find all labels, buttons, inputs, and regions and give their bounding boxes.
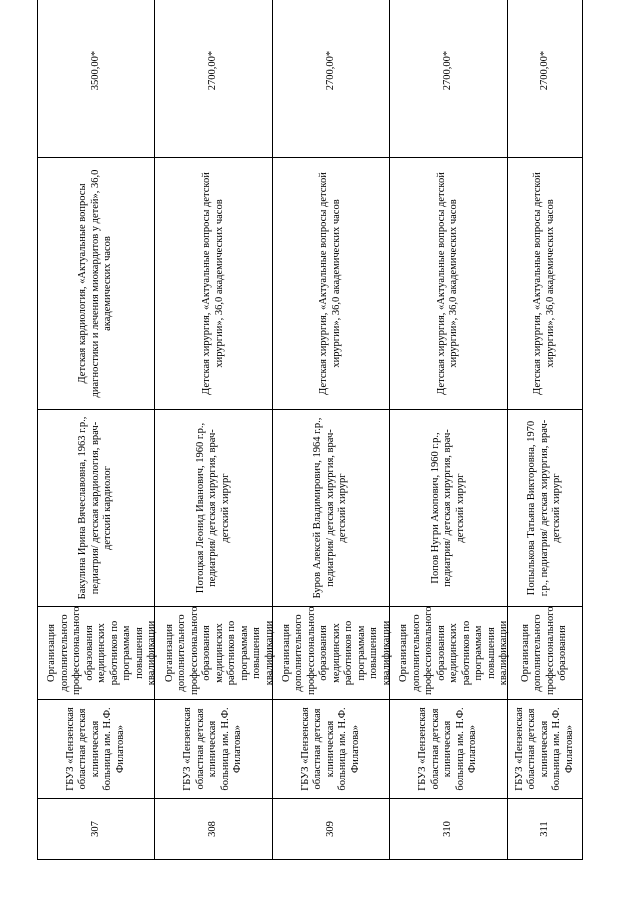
table-row [507,0,583,860]
organization-cell: ГБУЗ «Пензенская областная детская клиническая больница им. Н.Ф. Филатова» [507,700,583,799]
table-row [38,0,155,860]
program-cell [390,606,510,700]
person-cell: Попов Нугри Акопович, 1960 г.р., педиатрия/ детская хирургия, врач-детский хирург [390,410,507,607]
program-text: Организация дополнительного профессионального образования [519,606,569,695]
row-number-cell: 308 [155,799,272,860]
row-number-cell: 307 [38,799,155,860]
program-text: Организация дополнительного профессионального образования медицинских работников по программам повышения квалификации [280,606,392,695]
person-cell: Потоцкая Леонид Иванович, 1960 г.р., педиатрия/ детская хирургия, врач-детский хирург [155,410,272,607]
price-cell: 2700,00* [390,0,507,158]
program-text: Организация дополнительного профессионального образования медицинских работников по программам повышения квалификации [398,606,510,695]
table-row [390,0,507,860]
organization-cell: ГБУЗ «Пензенская областная детская клиническая больница им. Н.Ф. Филатова» [272,700,389,799]
program-cell [507,607,583,700]
price-cell: 2700,00* [507,0,583,158]
price-cell: 2700,00* [272,0,389,158]
course-cell: Детская хирургия, «Актуальные вопросы детской хирургии», 36,0 академических часов [390,158,507,410]
program-cell [272,606,392,700]
row-number-cell: 309 [272,799,389,860]
person-cell: Бакулина Ирина Вячеславовна, 1963 г.р., педиатрия/ детская кардиология, врач-детский кардиолог [38,410,155,607]
row-number-cell: 311 [507,799,583,860]
course-cell: Детская кардиология, «Актуальные вопросы диагностики и лечения миокардитов у детей», 36,0 академических часов [38,158,155,410]
organization-cell: ГБУЗ «Пензенская областная детская клиническая больница им. Н.Ф. Филатова» [38,700,155,799]
course-cell: Детская хирургия, «Актуальные вопросы детской хирургии», 36,0 академических часов [507,158,583,410]
course-cell: Детская хирургия, «Актуальные вопросы детской хирургии», 36,0 академических часов [155,158,272,410]
program-text: Организация дополнительного профессионального образования медицинских работников по программам повышения квалификации [46,606,158,695]
person-cell: Буров Алексей Владимирович, 1964 г.р., педиатрия/ детская хирургия, врач-детский хирург [272,410,389,607]
table-row [155,0,272,860]
rotated-table-wrapper [37,38,583,860]
price-cell: 3500,00* [38,0,155,158]
organization-cell: ГБУЗ «Пензенская областная детская клиническая больница им. Н.Ф. Филатова» [390,700,507,799]
program-text: Организация дополнительного профессионального образования медицинских работников по программам повышения квалификации [163,606,275,695]
course-cell: Детская хирургия, «Актуальные вопросы детской хирургии», 36,0 академических часов [272,158,389,410]
organization-cell: ГБУЗ «Пензенская областная детская клиническая больница им. Н.Ф. Филатова» [155,700,272,799]
training-registry-table [37,0,583,860]
price-cell: 2700,00* [155,0,272,158]
program-cell [38,606,158,700]
row-number-cell: 310 [390,799,507,860]
table-row [272,0,389,860]
program-cell [155,606,275,700]
person-cell: Попылькова Татьяна Викторовна, 1970 г.р., педиатрия/ детская хирургия, врач-детский хирург [507,410,583,607]
